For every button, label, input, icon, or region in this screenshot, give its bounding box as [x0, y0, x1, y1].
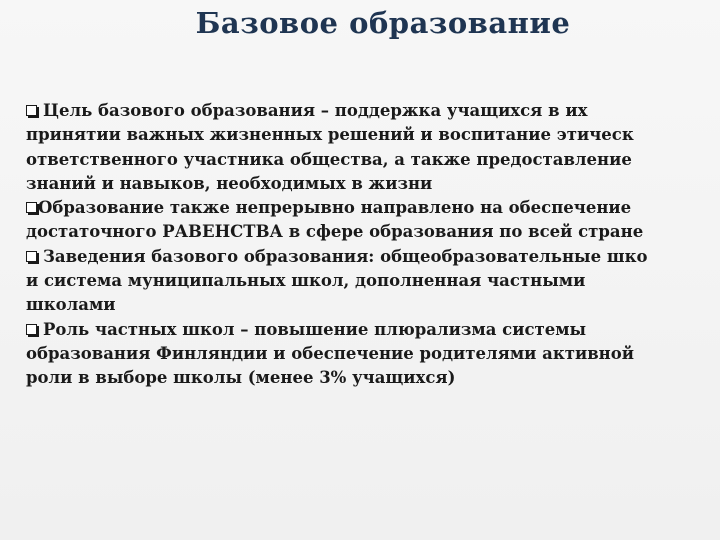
- slide-body: [26, 99, 720, 391]
- bullet-item-1-line-3: ответственного участника общества, а также предоставление: [26, 149, 632, 169]
- square-bullet-icon: [26, 202, 37, 213]
- bullet-item-1-line-1: Цель базового образования – поддержка учащихся в их: [26, 99, 720, 123]
- bullet-item-2-line-2: достаточного РАВЕНСТВА в сфере образования по всей стране: [26, 222, 644, 242]
- slide-title: Базовое образование: [195, 6, 571, 40]
- square-bullet-icon: [26, 251, 37, 262]
- square-bullet-icon: [26, 324, 37, 335]
- bullet-item-1-line-2: принятии важных жизненных решений и воспитание этическ: [26, 125, 634, 145]
- bullet-item-3-line-3: школами: [26, 295, 116, 315]
- bullet-item-3-line-1: Заведения базового образования: общеобразовательные шко: [26, 245, 720, 269]
- bullet-item-4-line-3: роли в выборе школы (менее 3% учащихся): [26, 368, 456, 388]
- square-bullet-icon: [26, 105, 37, 116]
- bullet-item-3-line-2: и система муниципальных школ, дополненная частными: [26, 271, 586, 291]
- bullet-item-2-line-1: Образование также непрерывно направлено на обеспечение: [26, 196, 720, 220]
- bullet-item-4-line-2: образования Финляндии и обеспечение родителями активной: [26, 343, 635, 363]
- bullet-item-4-line-1: Роль частных школ – повышение плюрализма системы: [26, 318, 720, 342]
- bullet-item-1-line-4: знаний и навыков, необходимых в жизни: [26, 173, 433, 193]
